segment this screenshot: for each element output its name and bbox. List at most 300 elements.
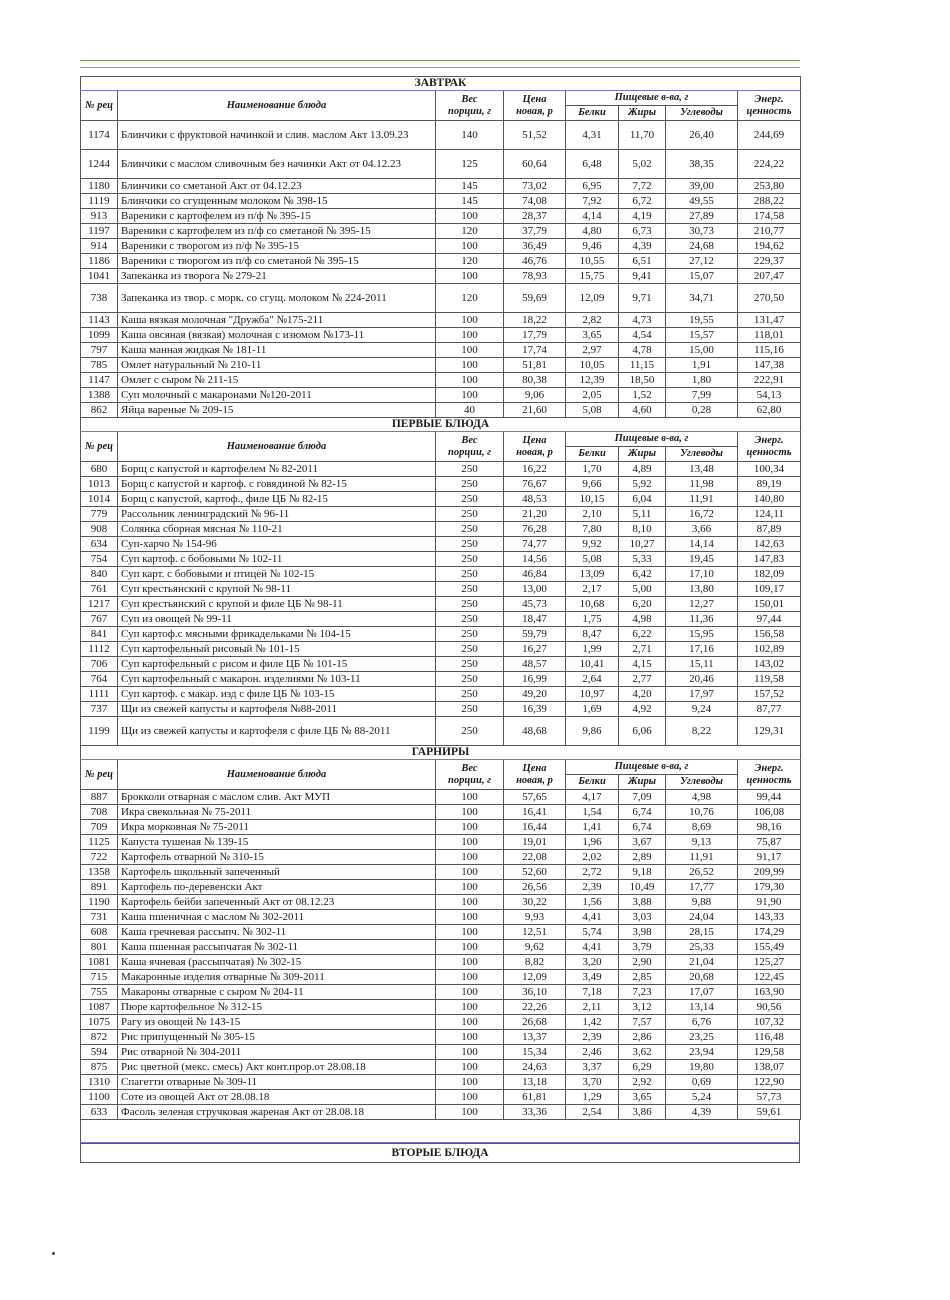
scan-speck: [52, 1252, 55, 1255]
cell-dish-name: Капуста тушеная № 139-15: [118, 835, 436, 850]
cell-energy: 229,37: [738, 254, 801, 269]
cell-protein: 4,80: [566, 224, 619, 239]
cell-energy: 129,31: [738, 717, 801, 746]
cell-fat: 7,57: [619, 1015, 666, 1030]
cell-fat: 6,04: [619, 492, 666, 507]
cell-carbs: 15,07: [666, 269, 738, 284]
table-row: [81, 717, 801, 746]
cell-recipe-id: 801: [81, 940, 118, 955]
table-row: [81, 985, 801, 1000]
cell-price: 46,76: [504, 254, 566, 269]
table-row: [81, 358, 801, 373]
cell-price: 80,38: [504, 373, 566, 388]
cell-weight: 100: [436, 1075, 504, 1090]
cell-weight: 250: [436, 597, 504, 612]
cell-price: 16,39: [504, 702, 566, 717]
cell-fat: 8,10: [619, 522, 666, 537]
header-row: [81, 91, 801, 106]
cell-weight: 145: [436, 179, 504, 194]
col-header-nutrients: Пищевые в-ва, г: [566, 760, 738, 775]
cell-carbs: 11,98: [666, 477, 738, 492]
table-row: [81, 880, 801, 895]
table-row: [81, 567, 801, 582]
cell-fat: 4,78: [619, 343, 666, 358]
cell-weight: 250: [436, 507, 504, 522]
cell-carbs: 14,14: [666, 537, 738, 552]
cell-carbs: 20,46: [666, 672, 738, 687]
cell-carbs: 16,72: [666, 507, 738, 522]
cell-weight: 100: [436, 328, 504, 343]
cell-recipe-id: 709: [81, 820, 118, 835]
cell-recipe-id: 1119: [81, 194, 118, 209]
cell-protein: 2,11: [566, 1000, 619, 1015]
cell-weight: 250: [436, 552, 504, 567]
cell-protein: 3,49: [566, 970, 619, 985]
cell-carbs: 15,00: [666, 343, 738, 358]
table-row: [81, 672, 801, 687]
cell-price: 24,63: [504, 1060, 566, 1075]
cell-weight: 250: [436, 462, 504, 477]
cell-energy: 222,91: [738, 373, 801, 388]
cell-energy: 91,17: [738, 850, 801, 865]
cell-weight: 100: [436, 388, 504, 403]
section-title-row: [81, 77, 801, 91]
table-row: [81, 582, 801, 597]
cell-dish-name: Картофель школьный запеченный: [118, 865, 436, 880]
col-header-energy-line: Энерг.: [754, 93, 784, 105]
cell-weight: 100: [436, 1015, 504, 1030]
cell-weight: 250: [436, 582, 504, 597]
cell-price: 49,20: [504, 687, 566, 702]
col-header-protein: Белки: [566, 775, 619, 790]
table-row: [81, 642, 801, 657]
cell-protein: 2,39: [566, 1030, 619, 1045]
cell-recipe-id: 1013: [81, 477, 118, 492]
cell-protein: 5,74: [566, 925, 619, 940]
cell-recipe-id: 1197: [81, 224, 118, 239]
cell-weight: 250: [436, 702, 504, 717]
table-row: [81, 790, 801, 805]
cell-dish-name: Макаронные изделия отварные № 309-2011: [118, 970, 436, 985]
cell-fat: 6,51: [619, 254, 666, 269]
cell-weight: 250: [436, 657, 504, 672]
cell-weight: 100: [436, 373, 504, 388]
cell-dish-name: Вареники с картофелем из п/ф со сметаной № 395-15: [118, 224, 436, 239]
cell-carbs: 0,69: [666, 1075, 738, 1090]
cell-protein: 10,55: [566, 254, 619, 269]
cell-energy: 138,07: [738, 1060, 801, 1075]
cell-recipe-id: 841: [81, 627, 118, 642]
cell-fat: 3,03: [619, 910, 666, 925]
menu-table: [80, 76, 801, 1120]
cell-weight: 100: [436, 1090, 504, 1105]
cell-fat: 3,65: [619, 1090, 666, 1105]
cell-fat: 4,54: [619, 328, 666, 343]
cell-dish-name: Блинчики со сгущенным молоком № 398-15: [118, 194, 436, 209]
cell-dish-name: Суп-харчо № 154-96: [118, 537, 436, 552]
col-header-price: [504, 760, 566, 790]
cell-protein: 12,39: [566, 373, 619, 388]
cell-protein: 5,08: [566, 552, 619, 567]
col-header-weight-line: порции, г: [448, 774, 491, 786]
cell-recipe-id: 872: [81, 1030, 118, 1045]
cell-dish-name: Спагетти отварные № 309-11: [118, 1075, 436, 1090]
col-header-carbs: Углеводы: [666, 447, 738, 462]
cell-recipe-id: 1112: [81, 642, 118, 657]
cell-price: 48,68: [504, 717, 566, 746]
cell-dish-name: Суп крестьянский с крупой № 98-11: [118, 582, 436, 597]
cell-energy: 143,33: [738, 910, 801, 925]
cell-carbs: 27,89: [666, 209, 738, 224]
cell-weight: 145: [436, 194, 504, 209]
cell-fat: 7,72: [619, 179, 666, 194]
cell-protein: 9,66: [566, 477, 619, 492]
cell-dish-name: Омлет натуральный № 210-11: [118, 358, 436, 373]
cell-fat: 4,19: [619, 209, 666, 224]
cell-energy: 150,01: [738, 597, 801, 612]
table-row: [81, 940, 801, 955]
table-row: [81, 239, 801, 254]
cell-fat: 18,50: [619, 373, 666, 388]
table-row: [81, 865, 801, 880]
cell-energy: 116,48: [738, 1030, 801, 1045]
cell-carbs: 17,77: [666, 880, 738, 895]
col-header-carbs: Углеводы: [666, 106, 738, 121]
cell-weight: 100: [436, 313, 504, 328]
cell-energy: 87,89: [738, 522, 801, 537]
col-header-name: Наименование блюда: [118, 760, 436, 790]
cell-energy: 90,56: [738, 1000, 801, 1015]
cell-dish-name: Борщ с капустой и картоф. с говядиной № 82-15: [118, 477, 436, 492]
cell-price: 8,82: [504, 955, 566, 970]
cell-protein: 9,86: [566, 717, 619, 746]
cell-weight: 100: [436, 910, 504, 925]
cell-price: 36,49: [504, 239, 566, 254]
cell-fat: 2,89: [619, 850, 666, 865]
cell-recipe-id: 891: [81, 880, 118, 895]
cell-energy: 207,47: [738, 269, 801, 284]
col-header-fat: Жиры: [619, 447, 666, 462]
section-title-row: [81, 746, 801, 760]
cell-protein: 7,18: [566, 985, 619, 1000]
cell-weight: 100: [436, 925, 504, 940]
cell-price: 61,81: [504, 1090, 566, 1105]
cell-weight: 250: [436, 612, 504, 627]
cell-weight: 100: [436, 1000, 504, 1015]
table-row: [81, 388, 801, 403]
table-row: [81, 1000, 801, 1015]
cell-energy: 106,08: [738, 805, 801, 820]
cell-carbs: 23,94: [666, 1045, 738, 1060]
cell-energy: 224,22: [738, 150, 801, 179]
cell-price: 21,60: [504, 403, 566, 418]
cell-fat: 6,73: [619, 224, 666, 239]
cell-fat: 4,98: [619, 612, 666, 627]
cell-protein: 2,54: [566, 1105, 619, 1120]
table-row: [81, 373, 801, 388]
cell-protein: 10,05: [566, 358, 619, 373]
cell-carbs: 9,88: [666, 895, 738, 910]
col-header-weight-line: Вес: [461, 93, 478, 105]
cell-fat: 3,98: [619, 925, 666, 940]
cell-dish-name: Каша пшенная рассыпчатая № 302-11: [118, 940, 436, 955]
cell-carbs: 25,33: [666, 940, 738, 955]
col-header-weight-line: порции, г: [448, 105, 491, 117]
table-row: [81, 970, 801, 985]
cell-dish-name: Пюре картофельное № 312-15: [118, 1000, 436, 1015]
cell-carbs: 17,97: [666, 687, 738, 702]
cell-recipe-id: 1190: [81, 895, 118, 910]
cell-dish-name: Суп молочный с макаронами №120-2011: [118, 388, 436, 403]
cell-fat: 6,74: [619, 805, 666, 820]
cell-recipe-id: 779: [81, 507, 118, 522]
cell-weight: 250: [436, 492, 504, 507]
cell-dish-name: Суп картофельный рисовый № 101-15: [118, 642, 436, 657]
cell-dish-name: Каша вязкая молочная "Дружба" №175-211: [118, 313, 436, 328]
table-row: [81, 537, 801, 552]
table-row: [81, 254, 801, 269]
col-header-energy: [738, 760, 801, 790]
cell-price: 45,73: [504, 597, 566, 612]
cell-dish-name: Суп карт. с бобовыми и птицей № 102-15: [118, 567, 436, 582]
cell-recipe-id: 1217: [81, 597, 118, 612]
table-row: [81, 224, 801, 239]
cell-energy: 209,99: [738, 865, 801, 880]
cell-dish-name: Макароны отварные с сыром № 204-11: [118, 985, 436, 1000]
cell-recipe-id: 754: [81, 552, 118, 567]
cell-energy: 174,29: [738, 925, 801, 940]
cell-fat: 6,22: [619, 627, 666, 642]
cell-weight: 250: [436, 477, 504, 492]
table-row: [81, 1060, 801, 1075]
cell-protein: 1,54: [566, 805, 619, 820]
cell-fat: 3,79: [619, 940, 666, 955]
cell-carbs: 1,91: [666, 358, 738, 373]
cell-dish-name: Щи из свежей капусты и картофеля с филе ЦБ № 88-2011: [118, 717, 436, 746]
cell-fat: 4,92: [619, 702, 666, 717]
cell-energy: 179,30: [738, 880, 801, 895]
cell-price: 17,79: [504, 328, 566, 343]
cell-weight: 100: [436, 269, 504, 284]
col-header-energy-line: ценность: [746, 446, 792, 458]
cell-protein: 7,80: [566, 522, 619, 537]
cell-weight: 100: [436, 1060, 504, 1075]
cell-fat: 9,18: [619, 865, 666, 880]
cell-energy: 122,45: [738, 970, 801, 985]
cell-dish-name: Блинчики с фруктовой начинкой и слив. маслом Акт 13.09.23: [118, 121, 436, 150]
cell-energy: 131,47: [738, 313, 801, 328]
cell-carbs: 24,04: [666, 910, 738, 925]
cell-dish-name: Рис цветной (мекс. смесь) Акт конт.прор.от 28.08.18: [118, 1060, 436, 1075]
cell-fat: 7,09: [619, 790, 666, 805]
cell-price: 19,01: [504, 835, 566, 850]
cell-protein: 3,70: [566, 1075, 619, 1090]
cell-recipe-id: 1147: [81, 373, 118, 388]
cell-energy: 163,90: [738, 985, 801, 1000]
cell-carbs: 17,07: [666, 985, 738, 1000]
cell-recipe-id: 1388: [81, 388, 118, 403]
cell-energy: 288,22: [738, 194, 801, 209]
cell-dish-name: Каша гречневая рассыпч. № 302-11: [118, 925, 436, 940]
cell-dish-name: Брокколи отварная с маслом слив. Акт МУП: [118, 790, 436, 805]
cell-dish-name: Омлет с сыром № 211-15: [118, 373, 436, 388]
table-row: [81, 507, 801, 522]
cell-weight: 100: [436, 835, 504, 850]
col-header-weight: [436, 91, 504, 121]
cell-recipe-id: 1111: [81, 687, 118, 702]
cell-price: 15,34: [504, 1045, 566, 1060]
cell-dish-name: Вареники с творогом из п/ф со сметаной № 395-15: [118, 254, 436, 269]
cell-carbs: 15,11: [666, 657, 738, 672]
cell-recipe-id: 1143: [81, 313, 118, 328]
table-row: [81, 477, 801, 492]
cell-fat: 1,52: [619, 388, 666, 403]
cell-fat: 3,88: [619, 895, 666, 910]
cell-price: 52,60: [504, 865, 566, 880]
cell-carbs: 12,27: [666, 597, 738, 612]
cell-dish-name: Блинчики со сметаной Акт от 04.12.23: [118, 179, 436, 194]
cell-carbs: 4,98: [666, 790, 738, 805]
col-header-weight-line: порции, г: [448, 446, 491, 458]
cell-fat: 3,62: [619, 1045, 666, 1060]
cell-protein: 2,02: [566, 850, 619, 865]
cell-weight: 100: [436, 790, 504, 805]
cell-carbs: 39,00: [666, 179, 738, 194]
col-header-fat: Жиры: [619, 775, 666, 790]
cell-energy: 210,77: [738, 224, 801, 239]
cell-carbs: 3,66: [666, 522, 738, 537]
cell-energy: 140,80: [738, 492, 801, 507]
cell-weight: 250: [436, 672, 504, 687]
cell-carbs: 11,91: [666, 850, 738, 865]
cell-dish-name: Икра свекольная № 75-2011: [118, 805, 436, 820]
cell-dish-name: Суп картоф. с бобовыми № 102-11: [118, 552, 436, 567]
cell-protein: 1,42: [566, 1015, 619, 1030]
cell-energy: 109,17: [738, 582, 801, 597]
cell-price: 28,37: [504, 209, 566, 224]
cell-protein: 6,95: [566, 179, 619, 194]
cell-recipe-id: 608: [81, 925, 118, 940]
cell-recipe-id: 1310: [81, 1075, 118, 1090]
section-title: ПЕРВЫЕ БЛЮДА: [81, 418, 801, 432]
table-row: [81, 284, 801, 313]
cell-energy: 147,83: [738, 552, 801, 567]
cell-energy: 122,90: [738, 1075, 801, 1090]
cell-weight: 100: [436, 1030, 504, 1045]
col-header-price-line: новая, р: [516, 446, 553, 458]
cell-weight: 40: [436, 403, 504, 418]
cell-fat: 6,20: [619, 597, 666, 612]
top-rule: [80, 60, 800, 68]
cell-protein: 3,20: [566, 955, 619, 970]
cell-energy: 115,16: [738, 343, 801, 358]
cell-dish-name: Суп картофельный с макарон. изделиями № 103-11: [118, 672, 436, 687]
cell-carbs: 11,36: [666, 612, 738, 627]
cell-dish-name: Рассольник ленинградский № 96-11: [118, 507, 436, 522]
cell-price: 48,53: [504, 492, 566, 507]
cell-carbs: 9,13: [666, 835, 738, 850]
cell-carbs: 23,25: [666, 1030, 738, 1045]
cell-protein: 1,69: [566, 702, 619, 717]
cell-dish-name: Картофель бейби запеченный Акт от 08.12.23: [118, 895, 436, 910]
cell-recipe-id: 755: [81, 985, 118, 1000]
section-title-vtorye: ВТОРЫЕ БЛЮДА: [80, 1143, 800, 1163]
cell-fat: 6,29: [619, 1060, 666, 1075]
cell-recipe-id: 1075: [81, 1015, 118, 1030]
cell-energy: 157,52: [738, 687, 801, 702]
cell-fat: 5,00: [619, 582, 666, 597]
col-header-name: Наименование блюда: [118, 432, 436, 462]
cell-dish-name: Суп картофельный с рисом и филе ЦБ № 101-15: [118, 657, 436, 672]
cell-price: 30,22: [504, 895, 566, 910]
cell-protein: 8,47: [566, 627, 619, 642]
table-row: [81, 1045, 801, 1060]
cell-dish-name: Икра морковная № 75-2011: [118, 820, 436, 835]
cell-fat: 3,12: [619, 1000, 666, 1015]
table-row: [81, 925, 801, 940]
cell-dish-name: Рис отварной № 304-2011: [118, 1045, 436, 1060]
cell-weight: 120: [436, 224, 504, 239]
cell-recipe-id: 1180: [81, 179, 118, 194]
cell-recipe-id: 706: [81, 657, 118, 672]
cell-price: 46,84: [504, 567, 566, 582]
cell-price: 76,28: [504, 522, 566, 537]
cell-recipe-id: 731: [81, 910, 118, 925]
cell-dish-name: Соте из овощей Акт от 28.08.18: [118, 1090, 436, 1105]
menu-document: [80, 60, 800, 1163]
cell-weight: 100: [436, 880, 504, 895]
menu-table-body: [81, 77, 801, 1120]
table-row: [81, 194, 801, 209]
cell-fat: 11,15: [619, 358, 666, 373]
cell-price: 76,67: [504, 477, 566, 492]
cell-carbs: 8,69: [666, 820, 738, 835]
cell-price: 9,93: [504, 910, 566, 925]
cell-carbs: 13,14: [666, 1000, 738, 1015]
cell-carbs: 6,76: [666, 1015, 738, 1030]
cell-protein: 1,75: [566, 612, 619, 627]
cell-protein: 6,48: [566, 150, 619, 179]
cell-fat: 9,41: [619, 269, 666, 284]
cell-energy: 156,58: [738, 627, 801, 642]
col-header-price-line: Цена: [522, 762, 547, 774]
cell-price: 13,00: [504, 582, 566, 597]
table-row: [81, 955, 801, 970]
cell-weight: 100: [436, 1105, 504, 1120]
cell-carbs: 28,15: [666, 925, 738, 940]
cell-fat: 9,71: [619, 284, 666, 313]
cell-protein: 4,17: [566, 790, 619, 805]
cell-fat: 11,70: [619, 121, 666, 150]
section-title: ЗАВТРАК: [81, 77, 801, 91]
col-header-energy-line: ценность: [746, 774, 792, 786]
cell-dish-name: Каша ячневая (рассыпчатая) № 302-15: [118, 955, 436, 970]
table-row: [81, 820, 801, 835]
cell-energy: 125,27: [738, 955, 801, 970]
cell-carbs: 26,40: [666, 121, 738, 150]
cell-weight: 100: [436, 940, 504, 955]
table-row: [81, 343, 801, 358]
table-row: [81, 597, 801, 612]
cell-energy: 107,32: [738, 1015, 801, 1030]
cell-protein: 1,99: [566, 642, 619, 657]
cell-fat: 4,20: [619, 687, 666, 702]
cell-price: 13,37: [504, 1030, 566, 1045]
cell-carbs: 21,04: [666, 955, 738, 970]
cell-carbs: 11,91: [666, 492, 738, 507]
cell-fat: 10,27: [619, 537, 666, 552]
cell-recipe-id: 738: [81, 284, 118, 313]
